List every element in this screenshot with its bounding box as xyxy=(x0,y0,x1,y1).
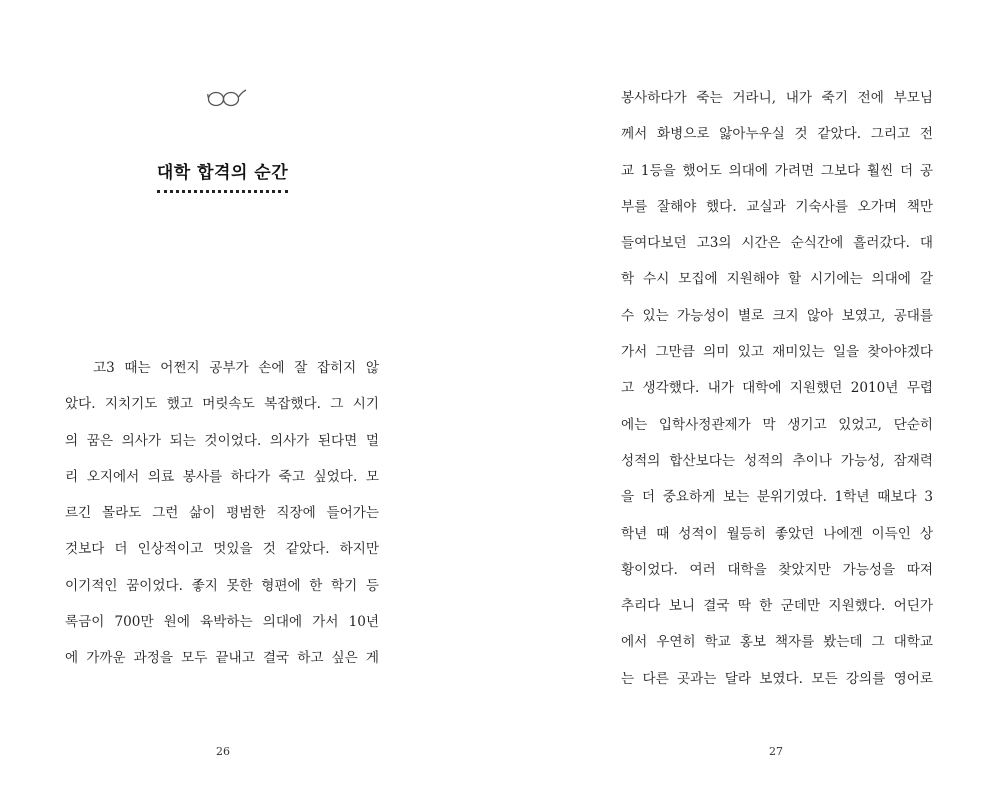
page-number: 26 xyxy=(216,745,230,758)
text-line: 것보다 더 인상적이고 멋있을 것 같았다. 하지만 xyxy=(65,541,379,558)
text-line: 의 꿈은 의사가 되는 것이었다. 의사가 된다면 멀 xyxy=(65,432,379,449)
chapter-title-text: 대학 합격의 순간 xyxy=(157,158,288,193)
text-line: 에는 입학사정관제가 막 생기고 있었고, 단순히 xyxy=(621,416,933,433)
text-line: 에서 우연히 학교 홍보 책자를 봤는데 그 대학교 xyxy=(621,634,933,651)
text-line: 봉사하다가 죽는 거라니, 내가 죽기 전에 부모님 xyxy=(621,90,933,106)
text-line: 에 가까운 과정을 모두 끝내고 결국 하고 싶은 게 xyxy=(65,650,379,667)
left-body-text xyxy=(65,350,379,677)
right-body-text xyxy=(621,80,933,697)
glasses-icon xyxy=(206,86,248,108)
text-line: 교 1등을 했어도 의대에 가려면 그보다 훨씬 더 공 xyxy=(621,162,933,179)
text-line: 가서 그만큼 의미 있고 재미있는 일을 찾아야겠다 xyxy=(621,344,933,361)
text-line: 이기적인 꿈이었다. 좋지 못한 형편에 한 학기 등 xyxy=(65,577,379,594)
text-line: 수 있는 가능성이 별로 크지 않아 보였고, 공대를 xyxy=(621,307,933,324)
text-line: 리 오지에서 의료 봉사를 하다가 죽고 싶었다. 모 xyxy=(65,468,379,485)
text-line: 을 더 중요하게 보는 분위기였다. 1학년 때보다 3 xyxy=(621,489,933,506)
text-line: 부를 잘해야 했다. 교실과 기숙사를 오가며 책만 xyxy=(621,198,933,215)
text-line: 들여다보던 고3의 시간은 순식간에 흘러갔다. 대 xyxy=(621,235,933,252)
text-line: 학년 때 성적이 월등히 좋았던 나에겐 이득인 상 xyxy=(621,525,933,542)
text-line: 고 생각했다. 내가 대학에 지원했던 2010년 무렵 xyxy=(621,380,933,397)
text-line: 록금이 700만 원에 육박하는 의대에 가서 10년 xyxy=(65,614,379,631)
text-line: 는 다른 곳과는 달라 보였다. 모든 강의를 영어로 xyxy=(621,670,933,687)
text-line: 께서 화병으로 앓아누우실 것 같았다. 그리고 전 xyxy=(621,126,933,143)
text-line: 추리다 보니 결국 딱 한 군데만 지원했다. 어딘가 xyxy=(621,598,933,615)
text-line: 학 수시 모집에 지원해야 할 시기에는 의대에 갈 xyxy=(621,271,933,288)
right-page xyxy=(500,0,1000,812)
chapter-title xyxy=(0,158,445,193)
text-line: 성적의 합산보다는 성적의 추이나 가능성, 잠재력 xyxy=(621,452,933,469)
text-line: 았다. 지치기도 했고 머릿속도 복잡했다. 그 시기 xyxy=(65,396,379,413)
page-number: 27 xyxy=(769,745,783,758)
text-line: 고3 때는 어쩐지 공부가 손에 잘 잡히지 않 xyxy=(93,360,379,376)
text-line: 황이었다. 여러 대학을 찾았지만 가능성을 따져 xyxy=(621,561,933,578)
text-line: 르긴 몰라도 그런 삶이 평범한 직장에 들어가는 xyxy=(65,505,379,522)
